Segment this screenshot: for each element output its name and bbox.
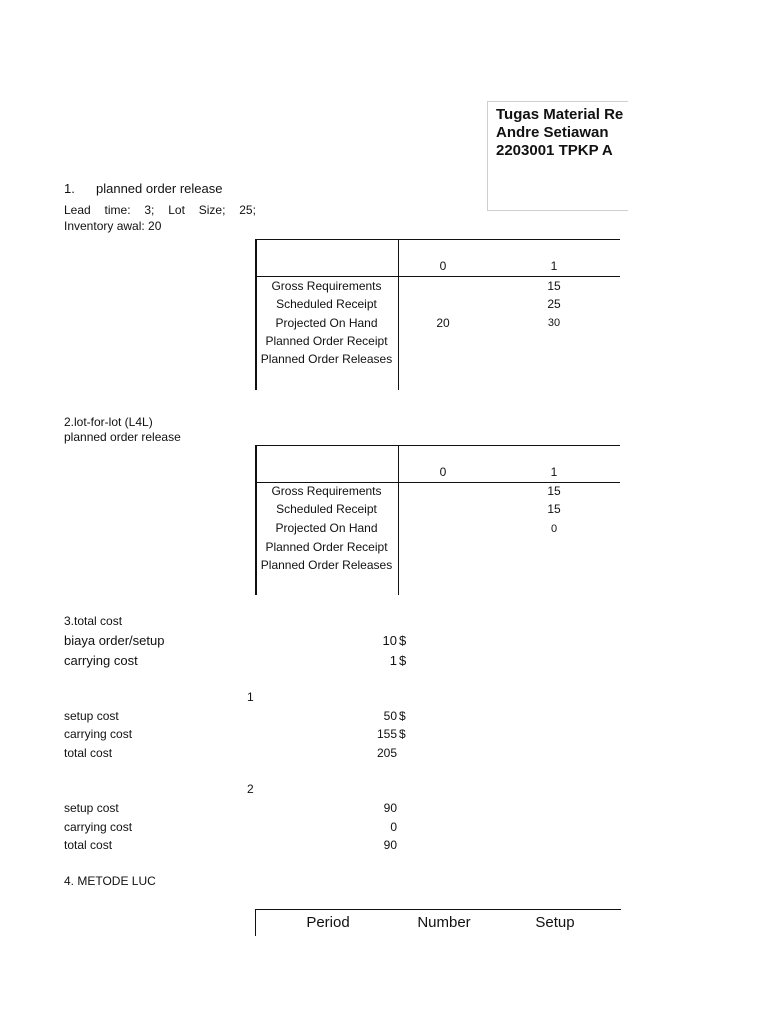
case1-index: 1 — [247, 690, 254, 704]
luc-header-period: Period — [306, 914, 350, 931]
order-setup-value: 10 — [382, 633, 397, 648]
row-label-scheduled-receipt: Scheduled Receipt — [276, 297, 377, 311]
case2-index: 2 — [247, 782, 254, 796]
period-header-0: 0 — [439, 465, 447, 479]
case2-carrying-label: carrying cost — [64, 820, 133, 834]
period-header-0: 0 — [439, 259, 447, 273]
header-author: Andre Setiawan — [496, 124, 609, 141]
case1-setup-currency: $ — [399, 709, 406, 723]
lead-word: Lead — [64, 203, 91, 217]
case1-setup-label: setup cost — [64, 709, 119, 723]
time-word: time: — [104, 203, 131, 217]
order-setup-label: biaya order/setup — [64, 633, 165, 648]
label-column-divider — [398, 239, 399, 390]
header-divider — [255, 482, 620, 483]
order-setup-currency: $ — [399, 633, 407, 648]
case1-total-value: 205 — [376, 746, 397, 760]
case2-total-label: total cost — [64, 838, 113, 852]
section2-subtitle: planned order release — [64, 430, 181, 444]
case2-setup-label: setup cost — [64, 801, 119, 815]
lot-size-value: 25; — [239, 203, 256, 217]
document-header-box — [487, 101, 628, 211]
label-column-divider — [398, 445, 399, 595]
carrying-cost-value: 1 — [389, 653, 397, 668]
luc-table — [255, 909, 621, 936]
header-student-id: 2203001 TPKP A — [496, 142, 613, 159]
row-label-gross-requirements: Gross Requirements — [271, 484, 382, 498]
period-header-1: 1 — [550, 465, 558, 479]
lead-time-line — [64, 203, 256, 217]
lead-time-value: 3; — [144, 203, 155, 217]
section2-title: 2.lot-for-lot (L4L) — [64, 415, 153, 429]
inventory-awal: Inventory awal: 20 — [64, 219, 162, 233]
cell-projected-p1: 30 — [547, 317, 561, 329]
luc-header-setup: Setup — [535, 914, 575, 931]
size-word: Size; — [198, 203, 226, 217]
row-label-planned-order-releases: Planned Order Releases — [260, 352, 393, 366]
row-label-gross-requirements: Gross Requirements — [271, 279, 382, 293]
carrying-cost-currency: $ — [399, 653, 407, 668]
cell-scheduled-p1: 15 — [547, 502, 561, 516]
section1-number: 1. — [64, 181, 75, 196]
case2-carrying-value: 0 — [390, 820, 397, 834]
header-title: Tugas Material Re — [496, 106, 624, 123]
header-divider — [255, 276, 620, 277]
cell-gross-p1: 15 — [547, 484, 561, 498]
section4-title: 4. METODE LUC — [64, 874, 156, 888]
luc-header-number: Number — [417, 914, 471, 931]
row-label-scheduled-receipt: Scheduled Receipt — [276, 502, 377, 516]
period-header-1: 1 — [550, 259, 558, 273]
row-label-planned-order-releases: Planned Order Releases — [260, 558, 393, 572]
case1-carrying-value: 155 — [376, 727, 397, 741]
case1-total-label: total cost — [64, 746, 113, 760]
case1-carrying-currency: $ — [399, 727, 406, 741]
carrying-cost-label: carrying cost — [64, 653, 138, 668]
case2-total-value: 90 — [383, 838, 397, 852]
row-label-projected-on-hand: Projected On Hand — [275, 316, 378, 330]
cell-scheduled-p1: 25 — [547, 297, 561, 311]
cell-gross-p1: 15 — [547, 279, 561, 293]
mrp-table-1 — [255, 239, 620, 390]
row-label-planned-order-receipt: Planned Order Receipt — [265, 334, 388, 348]
case2-setup-value: 90 — [383, 801, 397, 815]
cell-projected-p0: 20 — [436, 316, 450, 330]
mrp-table-2 — [255, 445, 620, 595]
cell-projected-p1: 0 — [550, 523, 558, 535]
lot-word: Lot — [168, 203, 185, 217]
section1-title: planned order release — [96, 181, 223, 196]
row-label-planned-order-receipt: Planned Order Receipt — [265, 540, 388, 554]
case1-setup-value: 50 — [383, 709, 397, 723]
section3-title: 3.total cost — [64, 614, 123, 628]
case1-carrying-label: carrying cost — [64, 727, 133, 741]
row-label-projected-on-hand: Projected On Hand — [275, 521, 378, 535]
